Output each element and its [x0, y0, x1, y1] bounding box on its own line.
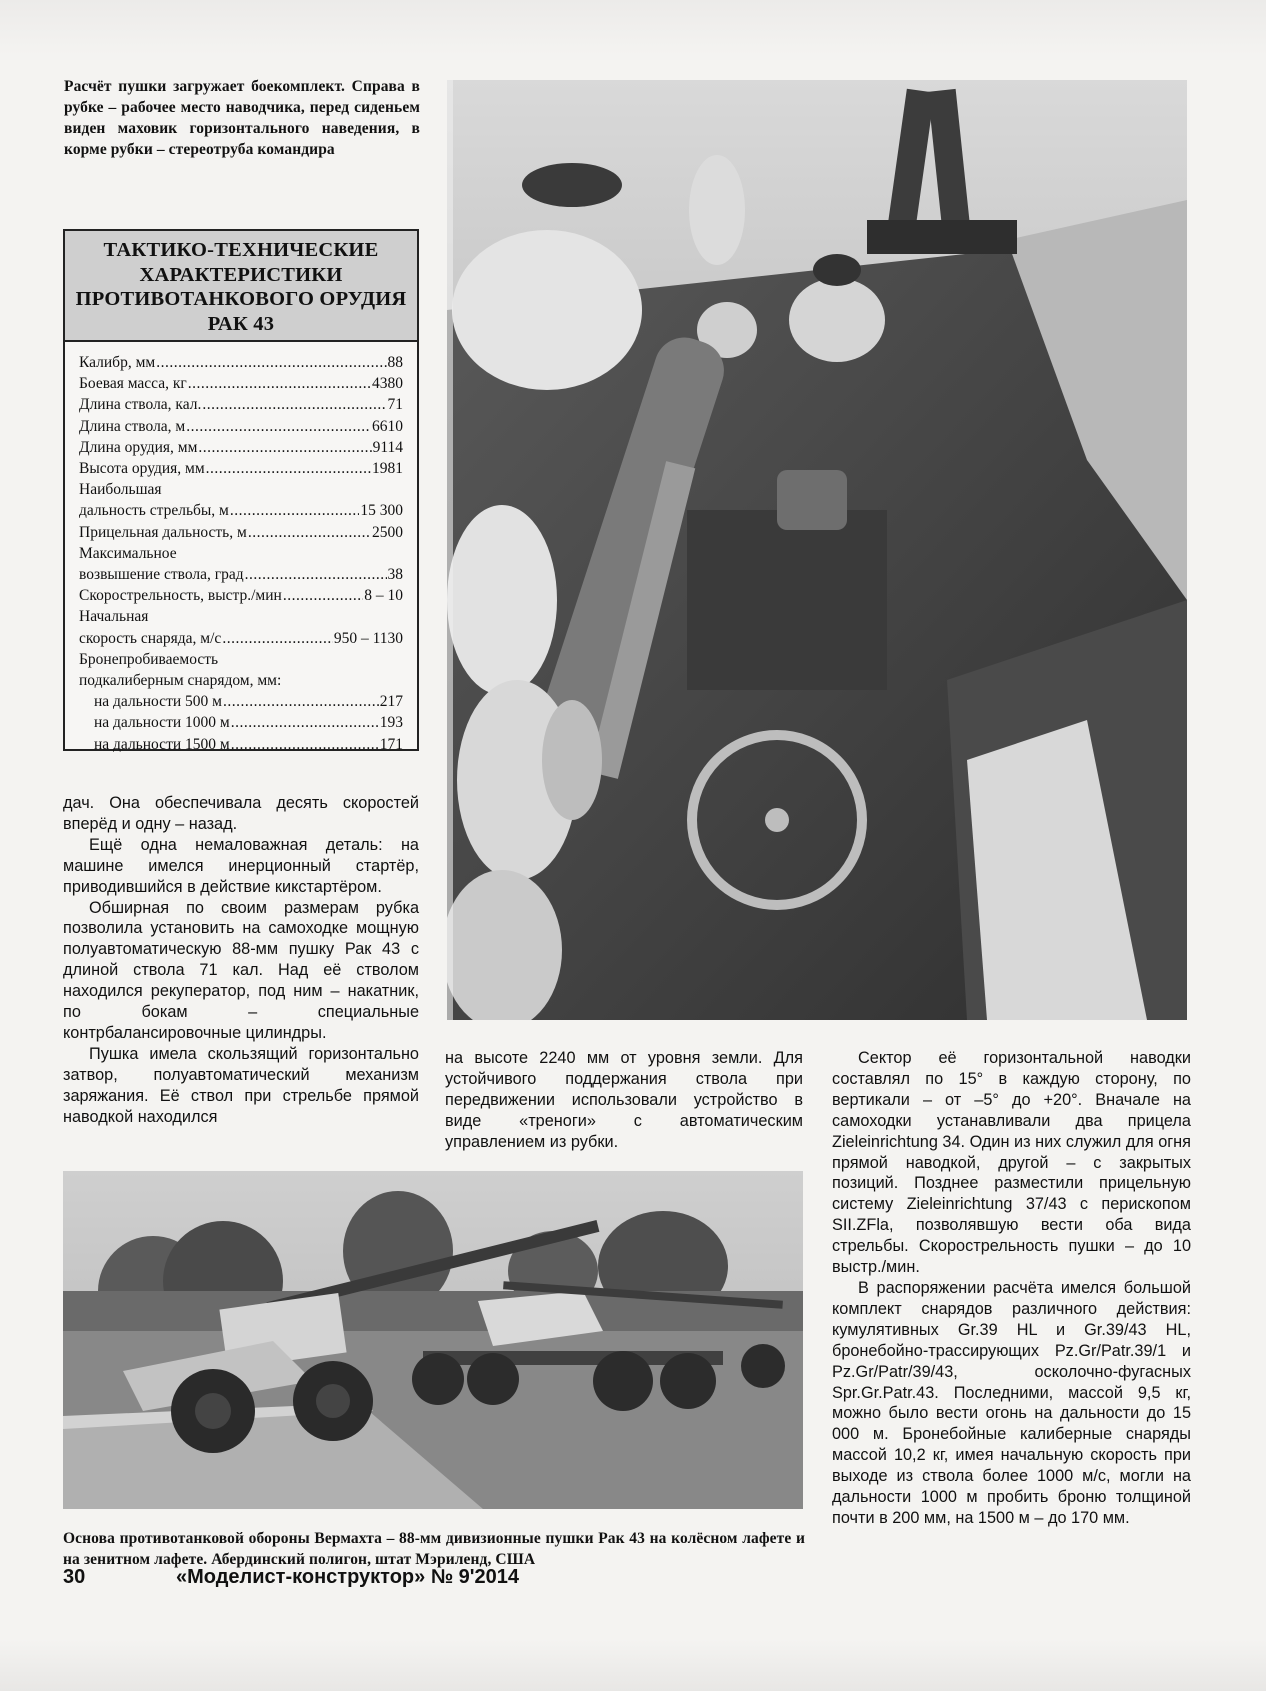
spec-label: Бронепробиваемость [79, 650, 219, 668]
spec-label: Калибр, мм [79, 354, 156, 371]
spec-label: Начальная [79, 608, 149, 626]
top-photo-caption: Расчёт пушки загружает боекомплект. Справа в рубке – рабочее место наводчика, перед сиденьем виден маховик горизонтального наведения, в корме рубки – стереотруба командира [64, 78, 420, 158]
spec-row [79, 500, 403, 521]
spec-value: 193 [379, 714, 403, 732]
spec-row [79, 394, 403, 415]
spec-title-line: ТАКТИКО-ТЕХНИЧЕСКИЕ [103, 239, 379, 261]
spec-label: на дальности 1500 м [94, 735, 230, 753]
paragraph: В распоряжении расчёта имелся большой комплект снарядов различного действия: кумулятивных Gr.39 HL и Gr.39/43 HL, бронебойно-трассирующих Pz.Gr/Patr.39/1 и Pz.Gr/Patr/39/43, осколочно-фугасных Spr.Gr.Patr.43. Последними, массой 9,5 кг, можно было вести огонь на дальности до 15 000 м. Бронебойные калиберные снаряды массой 10,2 кг, имея начальную скорость при выходе из ствола более 1000 м/с, могли на дальности 1000 м пробить броню толщиной почти в 200 мм, на 1500 м – до 170 мм. [832, 1278, 1191, 1527]
paragraph: дач. Она обеспечивала десять скоростей вперёд и одну – назад. [63, 794, 419, 833]
crew-loading-photo-illustration [447, 80, 1187, 1020]
paragraph: на высоте 2240 мм от уровня земли. Для устойчивого поддержания ствола при передвижении использовали устройство в виде «треноги» с автоматическим управлением из рубки. [445, 1049, 803, 1151]
spec-row [79, 734, 403, 755]
spec-title-line: ПРОТИВОТАНКОВОГО ОРУДИЯ [75, 288, 407, 310]
spec-label: дальность стрельбы, м [79, 502, 229, 520]
spec-value: 15 300 [360, 502, 403, 520]
paragraph: Сектор её горизонтальной наводки составлял по 15° в каждую сторону, по вертикали – от –5° до +20°. Вначале на самоходки устанавливали два прицела Zieleinrichtung 34. Один из них служил для огня прямой наводкой, другой – с закрытых позиций. Позднее разместили прицельную систему Zieleinrichtung 37/43 с перископом SII.ZFla, позволявшую вести оба вида стрельбы. Скорострельность пушки – до 10 выстр./мин. [832, 1049, 1191, 1277]
spec-value: 950 – 1130 [333, 629, 403, 647]
spec-row [79, 416, 403, 437]
spec-value: 171 [379, 735, 403, 753]
page-bottom-edge [0, 1640, 1266, 1691]
bottom-photo-caption: Основа противотанковой обороны Вермахта – 88-мм дивизионные пушки Рак 43 на колёсном лафете и на зенитном лафете. Абердинский полигон, штат Мэриленд, США [63, 1530, 805, 1568]
spec-row [79, 712, 403, 733]
spec-label: Длина ствола, м [79, 417, 186, 435]
spec-label: Длина орудия, мм [79, 438, 198, 456]
spec-label: Высота орудия, мм [79, 460, 205, 478]
paragraph: Ещё одна немаловажная деталь: на машине имелся инерционный стартёр, приводившийся в действие кикстартёром. [63, 835, 419, 896]
spec-row [79, 373, 403, 394]
paragraph: Обширная по своим размерам рубка позволила установить на самоходке мощную полуавтоматическую 88-мм пушку Рак 43 с длиной ствола 71 кал. Над её стволом находился рекуперaтор, под ним – накатник, по бокам – специальные контрбалансировочные цилиндры. [63, 898, 419, 1042]
spec-label: Скорострельность, выстр./мин [79, 587, 282, 605]
spec-row [79, 691, 403, 712]
page-number: 30 [63, 1566, 86, 1588]
spec-label: на дальности 1000 м [94, 714, 230, 732]
spec-value: 9114 [372, 438, 403, 456]
spec-row [79, 437, 403, 458]
spec-row [79, 564, 403, 585]
spec-value: 38 [387, 566, 403, 584]
spec-label: Максимальное [79, 544, 177, 562]
article-column-1 [63, 793, 419, 1128]
spec-row [79, 628, 403, 649]
spec-label: на дальности 500 м [94, 693, 222, 711]
spec-row [79, 458, 403, 479]
spec-value: 8 – 10 [364, 587, 403, 605]
spec-title-line: РАК 43 [207, 312, 275, 335]
spec-label: Длина ствола, кал. [79, 396, 202, 414]
spec-row [79, 352, 403, 373]
magazine-title: «Моделист-конструктор» № 9'2014 [176, 1566, 520, 1588]
spec-table [63, 229, 419, 751]
spec-table-body [65, 342, 417, 755]
spec-table-title [65, 231, 417, 342]
spec-label: скорость снаряда, м/с [79, 629, 222, 647]
crew-loading-photo [447, 80, 1187, 1020]
spec-label: Боевая масса, кг [79, 375, 187, 393]
pak43-display-photo [63, 1171, 803, 1509]
spec-label: Наибольшая [79, 481, 162, 499]
page-top-edge [0, 0, 1266, 55]
spec-label: Прицельная дальность, м [79, 523, 247, 541]
spec-row [79, 522, 403, 543]
article-column-2 [445, 1048, 803, 1153]
spec-title-line: ХАРАКТЕРИСТИКИ [139, 263, 343, 286]
spec-value: 71 [387, 396, 403, 414]
spec-value: 4380 [372, 375, 403, 393]
article-column-3 [832, 1048, 1191, 1529]
spec-value: 1981 [372, 460, 403, 478]
spec-label: возвышение ствола, град [79, 566, 244, 584]
spec-value: 217 [379, 693, 403, 711]
paragraph: Пушка имела скользящий горизонтально затвор, полуавтоматический механизм заряжания. Её ствол при стрельбе прямой наводкой находился [63, 1044, 419, 1126]
spec-value: 6610 [372, 417, 403, 435]
spec-value: 88 [387, 354, 403, 371]
pak43-display-photo-illustration [63, 1171, 803, 1509]
spec-label: подкалиберным снарядом, мм: [79, 672, 282, 690]
spec-value: 2500 [372, 523, 403, 541]
spec-row [79, 585, 403, 606]
